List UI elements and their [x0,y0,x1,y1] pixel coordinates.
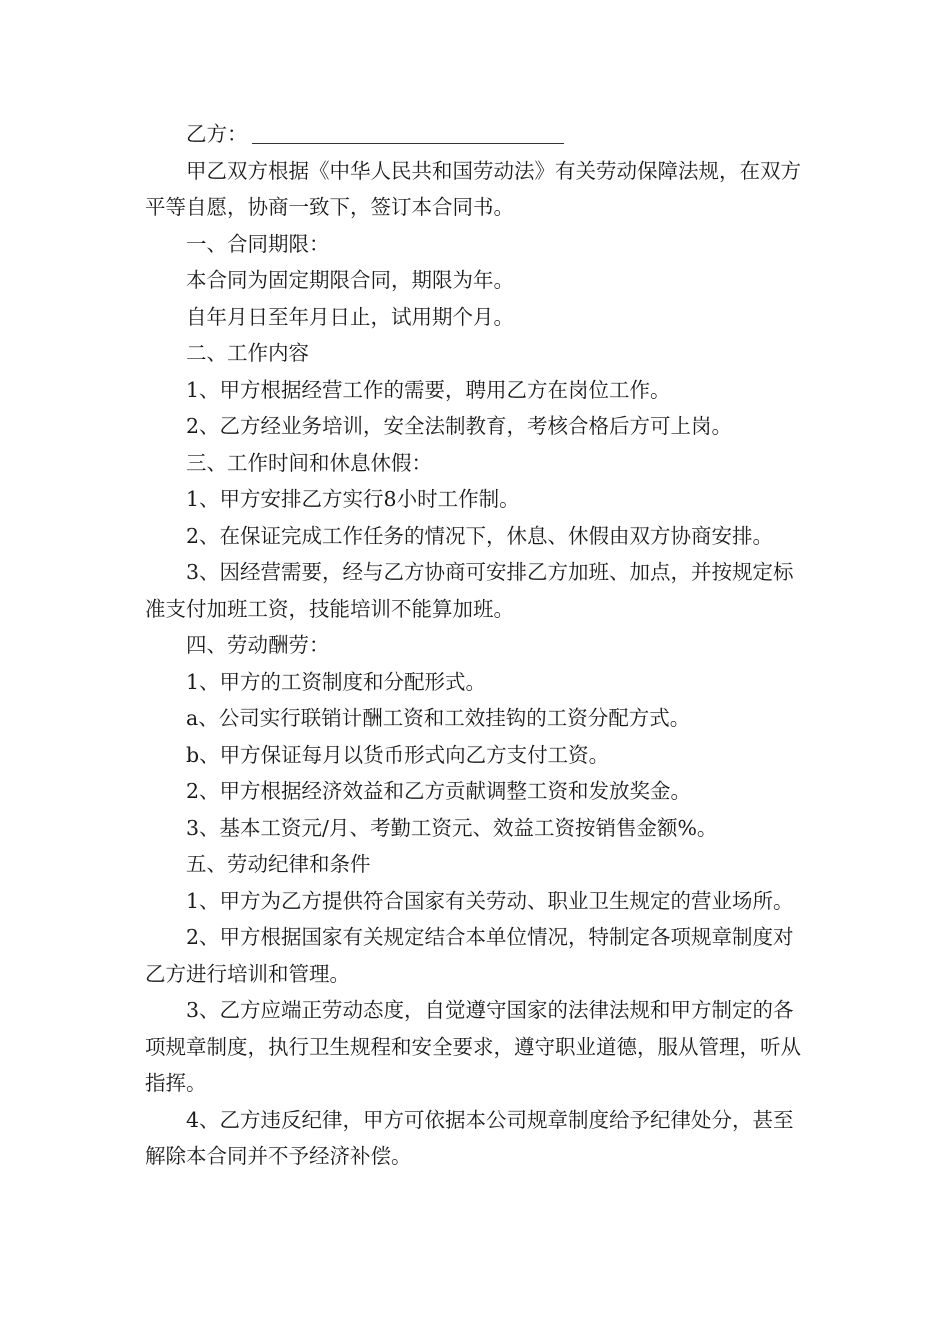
paragraph-pay-3: 3、基本工资元/月、考勤工资元、效益工资按销售金额%。 [186,815,718,840]
paragraph-pay-b: b、甲方保证每月以货币形式向乙方支付工资。 [186,742,610,767]
paragraph-discipline-2: 2、甲方根据国家有关规定结合本单位情况，特制定各项规章制度对乙方进行培训和管理。 [145,925,794,986]
paragraph-intro: 甲乙双方根据《中华人民共和国劳动法》有关劳动保障法规，在双方平等自愿，协商一致下，签订本合同书。 [145,158,801,219]
paragraph-discipline-1: 1、甲方为乙方提供符合国家有关劳动、职业卫生规定的营业场所。 [186,888,794,913]
party-b-label: 乙方： [186,122,248,146]
paragraph-hours-2: 2、在保证完成工作任务的情况下，休息、休假由双方协商安排。 [186,523,774,548]
paragraph-work-1: 1、甲方根据经营工作的需要，聘用乙方在岗位工作。 [186,377,671,402]
paragraph-pay-1: 1、甲方的工资制度和分配形式。 [186,669,487,694]
paragraph-term-type: 本合同为固定期限合同，期限为年。 [186,268,514,292]
party-b-blank-field [252,121,564,144]
paragraph-work-2: 2、乙方经业务培训，安全法制教育，考核合格后方可上岗。 [186,414,733,438]
paragraph-discipline-3: 3、乙方应端正劳动态度，自觉遵守国家的法律法规和甲方制定的各项规章制度，执行卫生规程和安全要求，遵守职业道德，服从管理，听从指挥。 [145,998,801,1095]
paragraph-pay-2: 2、甲方根据经济效益和乙方贡献调整工资和发放奖金。 [186,779,692,803]
heading-remuneration: 四、劳动酬劳： [186,633,330,657]
paragraph-discipline-4: 4、乙方违反纪律，甲方可依据本公司规章制度给予纪律处分，甚至解除本合同并不予经济补偿。 [145,1107,794,1168]
paragraph-pay-a: a、公司实行联销计酬工资和工效挂钩的工资分配方式。 [186,706,691,730]
paragraph-hours-3: 3、因经营需要，经与乙方协商可安排乙方加班、加点，并按规定标准支付加班工资，技能培训不能算加班。 [145,560,794,621]
contract-body [145,116,810,1175]
heading-work-content: 二、工作内容 [186,341,309,365]
party-b-line [145,116,810,153]
paragraph-term-dates: 自年月日至年月日止，试用期个月。 [186,304,514,329]
heading-work-hours: 三、工作时间和休息休假： [186,450,432,475]
heading-contract-term: 一、合同期限： [186,231,330,256]
heading-discipline: 五、劳动纪律和条件 [186,852,371,876]
paragraph-hours-1: 1、甲方安排乙方实行8小时工作制。 [186,487,520,511]
